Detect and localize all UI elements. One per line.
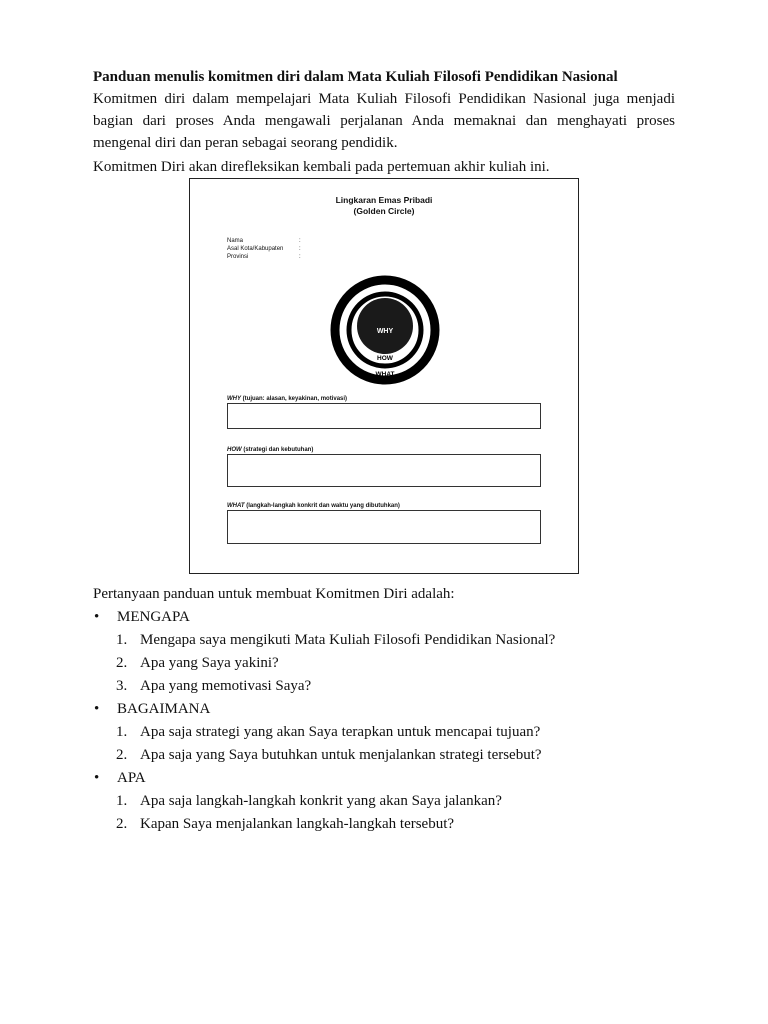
why-answer-box: [227, 403, 541, 429]
how-box-desc: (strategi dan kebutuhan): [241, 447, 314, 453]
questions-intro: Pertanyaan panduan untuk membuat Komitmen Diri adalah:: [93, 586, 455, 602]
intro-line-1: Komitmen diri dalam mempelajari Mata Kuliah Filosofi Pendidikan Nasional juga menjadi: [93, 91, 675, 107]
item-text: Mengapa saya mengikuti Mata Kuliah Filosofi Pendidikan Nasional?: [140, 632, 556, 648]
figure-subtitle: (Golden Circle): [353, 206, 415, 216]
how-box-label: [227, 446, 313, 454]
item-number: 1.: [116, 724, 128, 740]
bullet-icon: •: [94, 770, 100, 786]
intro-line-2: bagian dari proses Anda mengawali perjalanan Anda memaknai dan menghayati proses: [93, 113, 675, 129]
list-item: [93, 721, 693, 744]
list-item: [93, 629, 693, 652]
item-text: Apa saja strategi yang akan Saya terapkan untuk mencapai tujuan?: [140, 724, 541, 740]
item-number: 2.: [116, 655, 128, 671]
group-heading-mengapa: [93, 606, 693, 629]
list-item: [93, 790, 693, 813]
why-core: [357, 298, 413, 354]
what-box-key: WHAT: [227, 503, 245, 509]
bullet-icon: •: [94, 701, 100, 717]
item-text: Apa yang memotivasi Saya?: [140, 678, 312, 694]
field-separator: :: [299, 246, 301, 252]
item-text: Apa saja langkah-langkah konkrit yang akan Saya jalankan?: [140, 793, 502, 809]
figure-title: Lingkaran Emas Pribadi: [335, 195, 433, 205]
field-separator: :: [299, 254, 301, 260]
field-separator: :: [299, 238, 301, 244]
group-heading-text: MENGAPA: [117, 609, 190, 625]
why-box-desc: (tujuan: alasan, keyakinan, motivasi): [241, 396, 348, 402]
how-label: HOW: [377, 355, 393, 362]
document-body: [93, 66, 675, 178]
group-heading-text: APA: [117, 770, 146, 786]
how-answer-box: [227, 454, 541, 487]
field-label: Nama: [227, 238, 244, 244]
item-number: 3.: [116, 678, 128, 694]
item-text: Kapan Saya menjalankan langkah-langkah tersebut?: [140, 816, 455, 832]
what-box-desc: (langkah-langkah konkrit dan waktu yang dibutuhkan): [244, 503, 400, 509]
what-answer-box: [227, 510, 541, 544]
why-label: WHY: [376, 328, 394, 335]
why-box-label: [227, 395, 347, 403]
item-number: 2.: [116, 747, 128, 763]
bullet-icon: •: [94, 609, 100, 625]
item-number: 1.: [116, 632, 128, 648]
group-heading-apa: [93, 767, 693, 790]
item-text: Apa yang Saya yakini?: [140, 655, 279, 671]
item-number: 2.: [116, 816, 128, 832]
list-item: [93, 744, 693, 767]
golden-circle-figure: [189, 178, 579, 574]
guiding-questions: [93, 583, 693, 836]
what-box-label: [227, 502, 400, 510]
item-text: Apa saja yang Saya butuhkan untuk menjalankan strategi tersebut?: [140, 747, 542, 763]
how-box-key: HOW: [227, 447, 242, 453]
reflection-text: Komitmen Diri akan direfleksikan kembali pada pertemuan akhir kuliah ini.: [93, 159, 550, 175]
what-label: WHAT: [375, 371, 395, 378]
field-label: Asal Kota/Kabupaten: [227, 246, 284, 252]
list-item: [93, 813, 693, 836]
list-item: [93, 675, 693, 698]
list-item: [93, 652, 693, 675]
field-label: Provinsi: [227, 254, 249, 260]
document-title: Panduan menulis komitmen diri dalam Mata Kuliah Filosofi Pendidikan Nasional: [93, 69, 618, 85]
why-box-key: WHY: [227, 396, 241, 402]
intro-line-3: mengenal diri dan peran sebagai seorang pendidik.: [93, 135, 398, 151]
item-number: 1.: [116, 793, 128, 809]
group-heading-text: BAGAIMANA: [117, 701, 211, 717]
group-heading-bagaimana: [93, 698, 693, 721]
